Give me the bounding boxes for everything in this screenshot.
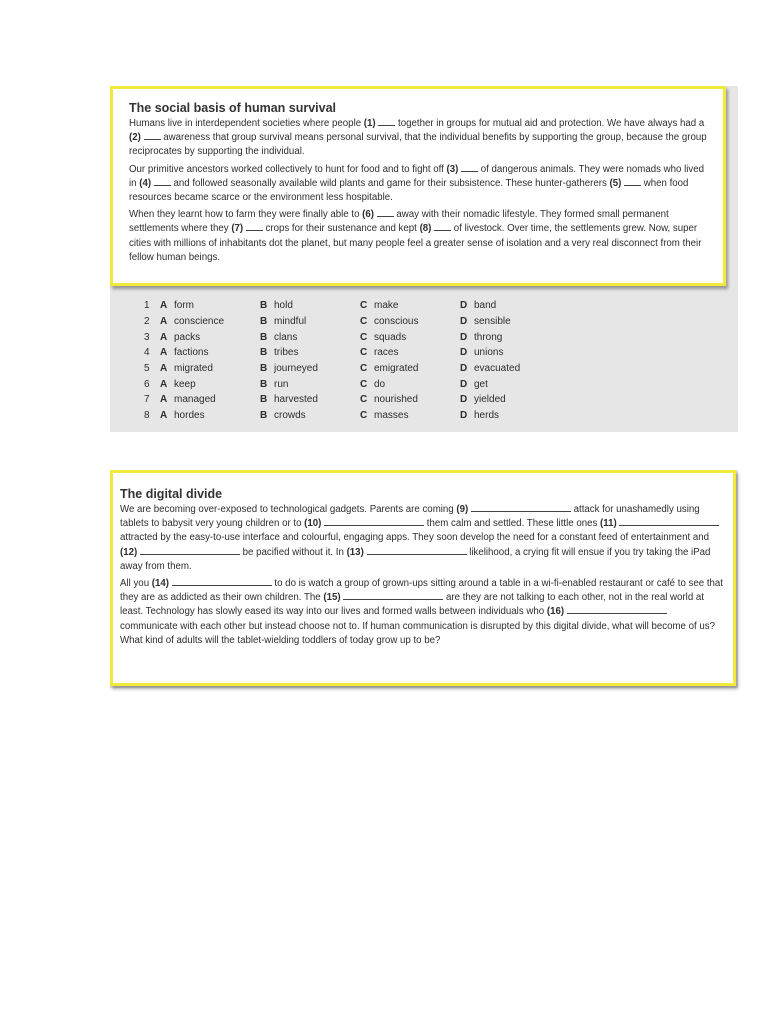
text-segment: together in groups for mutual aid and protection. We have always had a <box>395 118 705 129</box>
reading-text-box <box>110 470 736 686</box>
option-d[interactable]: band <box>474 300 497 312</box>
option-letter-b: B <box>260 347 268 359</box>
option-a[interactable]: factions <box>174 347 209 359</box>
text-segment: communicate with each other but instead choose not to. If human communication is disrupted by this digital divide, what will become of us? What kind of adults will the tablet-wielding toddlers of today grow up to be? <box>120 620 716 646</box>
option-letter-b: B <box>260 316 268 328</box>
text-segment: All you <box>120 578 152 590</box>
option-letter-a: A <box>160 316 168 328</box>
option-letter-c: C <box>360 331 368 343</box>
option-c[interactable]: make <box>374 300 399 312</box>
gap-number: (12) <box>120 546 138 558</box>
question-number: 7 <box>144 394 150 406</box>
gap-number: (15) <box>323 592 341 604</box>
answer-blank[interactable] <box>624 177 641 186</box>
option-b[interactable]: tribes <box>274 347 299 359</box>
text-segment: crops for their sustenance and kept <box>262 223 420 235</box>
option-letter-d: D <box>460 347 468 359</box>
gap-number: (9) <box>456 504 469 515</box>
option-a[interactable]: managed <box>174 394 216 406</box>
text-segment: be pacified without it. In <box>239 546 347 558</box>
text-segment: attack for unashamedly using tablets to babysit very young children or to <box>120 504 700 530</box>
answer-blank[interactable] <box>343 591 443 600</box>
answer-blank[interactable] <box>567 605 667 614</box>
gap-number: (6) <box>362 209 374 221</box>
text-segment: of dangerous animals. They were nomads who lived in <box>129 163 705 189</box>
option-row <box>144 345 544 361</box>
gap-number: (16) <box>546 606 565 618</box>
text-segment: of livestock. Over time, the settlements grew. Now, super cities with millions of inhabitants dot the planet, but many people feel a greater sense of isolation and a very real disconnect from their fellow human beings. <box>129 223 702 263</box>
gap-number: (4) <box>139 177 152 189</box>
answer-blank[interactable] <box>377 208 394 217</box>
gap-number: (11) <box>600 518 617 530</box>
option-b[interactable]: clans <box>274 331 298 343</box>
gap-number: (13) <box>346 546 364 558</box>
option-letter-b: B <box>260 378 268 390</box>
option-row <box>144 408 544 424</box>
answer-blank[interactable] <box>619 517 719 526</box>
option-a[interactable]: hordes <box>174 410 205 422</box>
option-d[interactable]: unions <box>474 347 504 359</box>
option-c[interactable]: conscious <box>374 316 419 328</box>
paragraph <box>120 577 723 648</box>
option-row <box>144 361 544 377</box>
exercise-panel-social-survival <box>110 86 738 432</box>
option-row <box>144 314 544 330</box>
option-letter-b: B <box>260 363 268 375</box>
answer-blank[interactable] <box>367 546 467 555</box>
paragraph <box>129 208 713 265</box>
answer-blank[interactable] <box>461 163 478 172</box>
option-d[interactable]: sensible <box>474 316 511 328</box>
reading-text-box <box>110 86 726 286</box>
option-letter-a: A <box>160 378 168 390</box>
option-b[interactable]: crowds <box>274 410 306 422</box>
option-letter-a: A <box>160 300 168 312</box>
text-segment: Humans live in interdependent societies where people <box>129 118 364 129</box>
reading-text <box>129 117 713 265</box>
question-number: 3 <box>144 331 150 343</box>
option-letter-a: A <box>160 331 168 343</box>
text-segment: Our primitive ancestors worked collectively to hunt for food and to fight off <box>129 163 447 175</box>
option-row <box>144 392 544 408</box>
gap-number: (2) <box>129 132 141 144</box>
option-b[interactable]: mindful <box>274 316 307 328</box>
question-number: 1 <box>144 300 150 312</box>
option-b[interactable]: harvested <box>274 394 318 406</box>
option-letter-b: B <box>260 300 268 312</box>
option-d[interactable]: evacuated <box>474 363 521 375</box>
text-segment: likelihood, a crying fit will ensue if you try taking the iPad away from them. <box>120 546 711 572</box>
option-a[interactable]: conscience <box>174 316 225 328</box>
option-letter-c: C <box>360 410 368 422</box>
option-d[interactable]: yielded <box>474 394 506 406</box>
text-segment: them calm and settled. These little ones <box>424 518 601 530</box>
option-row <box>144 376 544 392</box>
question-number: 8 <box>144 410 150 422</box>
gap-number: (7) <box>231 223 244 235</box>
text-segment: We are becoming over-exposed to technological gadgets. Parents are coming <box>120 504 457 515</box>
option-letter-c: C <box>360 300 368 312</box>
option-a[interactable]: migrated <box>174 363 213 375</box>
text-segment: away with their nomadic lifestyle. They formed small permanent settlements where they <box>129 209 669 235</box>
option-letter-a: A <box>160 410 168 422</box>
text-segment: attracted by the easy-to-use interface and colourful, engaging apps. They soon develop the need for a constant feed of entertainment and <box>120 532 709 544</box>
gap-number: (14) <box>151 578 170 590</box>
answer-blank[interactable] <box>154 177 171 186</box>
option-letter-b: B <box>260 410 268 422</box>
option-letter-c: C <box>360 378 368 390</box>
gap-number: (10) <box>304 518 322 530</box>
option-row <box>144 298 544 314</box>
text-segment: When they learnt how to farm they were finally able to <box>129 209 363 221</box>
question-number: 4 <box>144 347 150 359</box>
option-c[interactable]: masses <box>374 410 409 422</box>
reading-text <box>120 503 723 648</box>
option-letter-d: D <box>460 363 468 375</box>
text-segment: when food resources became scarce or the environment less hospitable. <box>129 177 689 204</box>
exercise-title: The digital divide <box>120 487 223 501</box>
option-a[interactable]: keep <box>174 378 196 390</box>
text-segment: awareness that group survival means personal survival, that the individual benefits by supporting the group, because the group reciprocates by supporting the individual. <box>129 132 707 158</box>
answer-blank[interactable] <box>434 222 451 231</box>
option-d[interactable]: throng <box>474 331 503 343</box>
paragraph <box>120 503 723 574</box>
option-letter-c: C <box>360 363 368 375</box>
option-letter-b: B <box>260 394 268 406</box>
option-letter-d: D <box>460 410 468 422</box>
answer-blank[interactable] <box>324 517 424 526</box>
answer-blank[interactable] <box>144 131 161 140</box>
option-letter-d: D <box>460 378 468 390</box>
option-c[interactable]: nourished <box>374 394 418 406</box>
answer-blank[interactable] <box>172 577 272 586</box>
paragraph <box>129 163 713 206</box>
question-number: 2 <box>144 316 150 328</box>
option-b[interactable]: journeyed <box>274 363 318 375</box>
gap-number: (1) <box>363 118 376 129</box>
answer-blank[interactable] <box>378 117 395 126</box>
option-row <box>144 329 544 345</box>
option-letter-c: C <box>360 394 368 406</box>
option-letter-a: A <box>160 363 168 375</box>
answer-blank[interactable] <box>471 503 571 512</box>
exercise-panel-digital-divide <box>110 470 738 688</box>
option-a[interactable]: packs <box>174 331 201 343</box>
gap-number: (3) <box>446 163 459 175</box>
option-c[interactable]: races <box>374 347 399 359</box>
option-letter-d: D <box>460 316 468 328</box>
option-letter-c: C <box>360 316 368 328</box>
answer-blank[interactable] <box>140 546 240 555</box>
text-segment: and followed seasonally available wild plants and game for their subsistence. These hunter-gatherers <box>170 177 610 189</box>
option-letter-c: C <box>360 347 368 359</box>
option-letter-d: D <box>460 331 468 343</box>
option-letter-a: A <box>160 394 168 406</box>
option-a[interactable]: form <box>174 300 194 312</box>
gap-number: (8) <box>419 223 432 235</box>
option-letter-a: A <box>160 347 168 359</box>
option-letter-d: D <box>460 300 468 312</box>
question-number: 6 <box>144 378 150 390</box>
option-c[interactable]: squads <box>374 331 407 343</box>
question-number: 5 <box>144 363 150 375</box>
answer-options-table <box>144 298 544 424</box>
gap-number: (5) <box>609 177 622 189</box>
option-c[interactable]: do <box>374 378 386 390</box>
paragraph <box>129 117 713 160</box>
answer-blank[interactable] <box>246 222 263 231</box>
exercise-title: The social basis of human survival <box>129 101 337 115</box>
option-c[interactable]: emigrated <box>374 363 419 375</box>
option-letter-d: D <box>460 394 468 406</box>
text-segment: are they are not talking to each other, not in the real world at least. Technology has slowly eased its way into our lives and formed walls between individuals who <box>120 592 704 618</box>
text-segment: to do is watch a group of grown-ups sitting around a table in a wi-fi-enabled restaurant or café to see that they are as addicted as their own children. The <box>120 578 723 604</box>
option-d[interactable]: herds <box>474 410 500 422</box>
option-b[interactable]: run <box>274 378 289 390</box>
option-letter-b: B <box>260 331 268 343</box>
option-d[interactable]: get <box>474 378 488 390</box>
option-b[interactable]: hold <box>274 300 293 312</box>
